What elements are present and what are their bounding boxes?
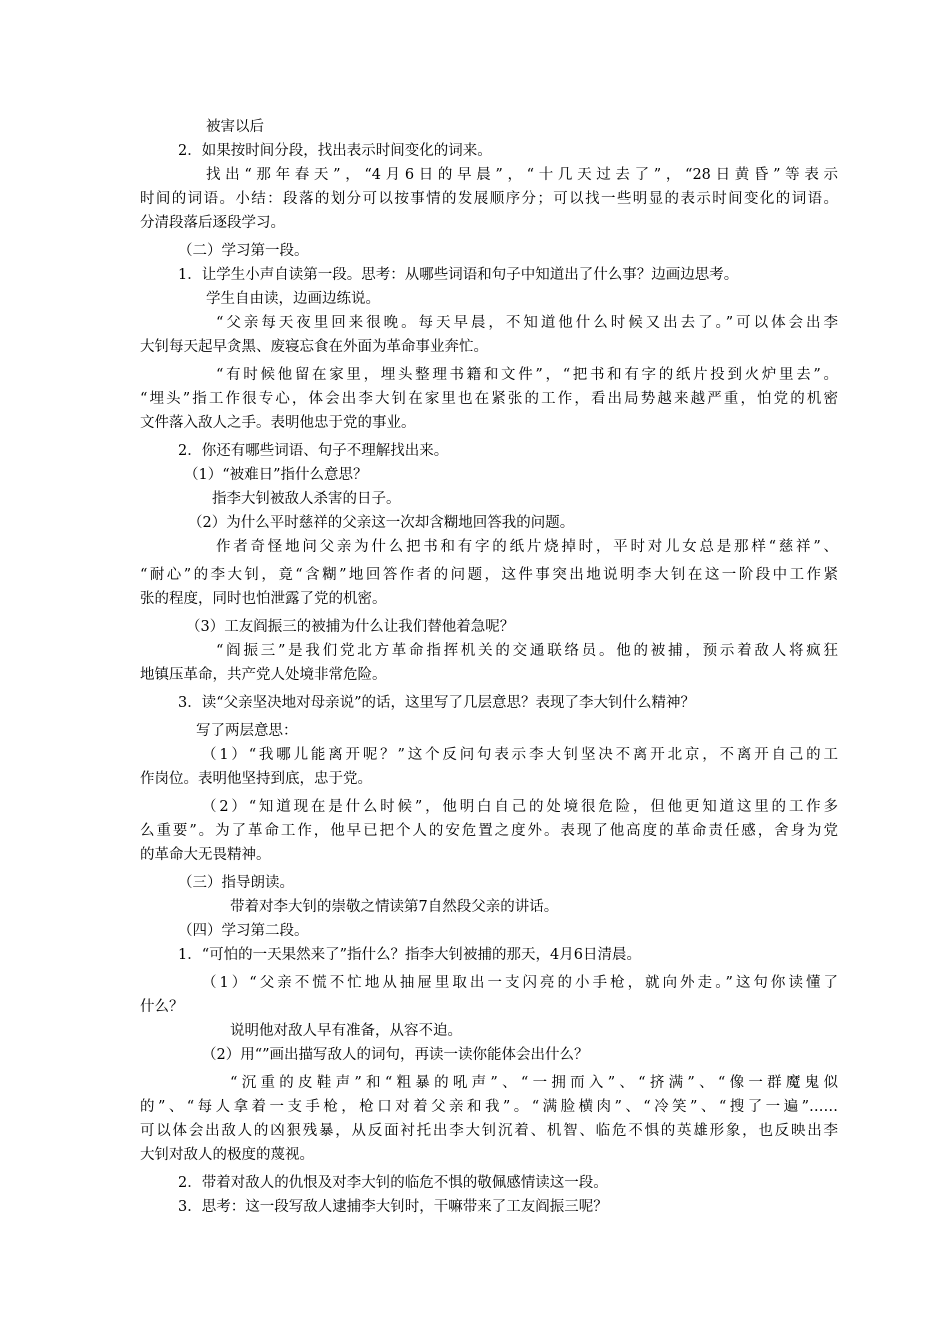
text-line: 大钊对敌人的极度的蔑视。 [140, 1147, 314, 1163]
text-line: 时间的词语。小结：段落的划分可以按事情的发展顺序分；可以找一些明显的表示时间变化的词语。 [140, 191, 838, 207]
text-line: 说明他对敌人早有准备，从容不迫。 [230, 1023, 462, 1039]
text-line: （三）指导朗读。 [178, 875, 294, 891]
text-line: 么重要”。为了革命工作，他早已把个人的安危置之度外。表现了他高度的革命责任感，舍身为党 [140, 823, 838, 839]
text-line: （1）“我哪儿能离开呢？”这个反问句表示李大钊坚决不离开北京，不离开自己的工 [202, 747, 838, 763]
text-line: 3．读“父亲坚决地对母亲说”的话，这里写了几层意思？表现了李大钊什么精神？ [178, 695, 696, 711]
text-line: （四）学习第二段。 [178, 923, 309, 939]
text-line: 什么？ [140, 999, 184, 1015]
text-line: 2．你还有哪些词语、句子不理解找出来。 [178, 443, 449, 459]
text-line: 写了两层意思： [196, 723, 298, 739]
text-line: 3．思考：这一段写敌人逮捕李大钊时，干嘛带来了工友阎振三呢？ [178, 1199, 608, 1215]
text-line: 2．带着对敌人的仇恨及对李大钊的临危不惧的敬佩感情读这一段。 [178, 1175, 608, 1191]
text-line: （3）工友阎振三的被捕为什么让我们替他着急呢？ [186, 619, 515, 635]
text-line: 2．如果按时间分段，找出表示时间变化的词来。 [178, 143, 492, 159]
text-line: 作者奇怪地问父亲为什么把书和有字的纸片烧掉时，平时对儿女总是那样“慈祥”、 [216, 539, 838, 555]
text-line: 张的程度，同时也怕泄露了党的机密。 [140, 591, 387, 607]
text-line: 指李大钊被敌人杀害的日子。 [212, 491, 401, 507]
text-line: 被害以后 [206, 119, 264, 135]
text-line: “沉重的皮鞋声”和“粗暴的吼声”、“一拥而入”、“挤满”、“像一群魔鬼似 [230, 1075, 838, 1091]
text-line: （2）“知道现在是什么时候”，他明白自己的处境很危险，但他更知道这里的工作多 [202, 799, 838, 815]
text-line: 找出“那年春天”，“4月6日的早晨”，“十几天过去了”，“28日黄昏”等表示 [206, 167, 838, 183]
text-line: （2）为什么平时慈祥的父亲这一次却含糊地回答我的问题。 [188, 515, 575, 531]
text-line: 文件落入敌人之手。表明他忠于党的事业。 [140, 415, 416, 431]
text-line: “埋头”指工作很专心，体会出李大钊在家里也在紧张的工作，看出局势越来越严重，怕党的机密 [140, 391, 838, 407]
text-line: 1．让学生小声自读第一段。思考：从哪些词语和句子中知道出了什么事？边画边思考。 [178, 267, 739, 283]
text-line: 1．“可怕的一天果然来了”指什么？指李大钊被捕的那天，4月6日清晨。 [178, 947, 641, 963]
text-line: 大钊每天起早贪黑、废寝忘食在外面为革命事业奔忙。 [140, 339, 488, 355]
text-line: 分清段落后逐段学习。 [140, 215, 285, 231]
text-line: 地镇压革命，共产党人处境非常危险。 [140, 667, 387, 683]
text-line: 作岗位。表明他坚持到底，忠于党。 [140, 771, 372, 787]
text-line: “有时候他留在家里，埋头整理书籍和文件”，“把书和有字的纸片投到火炉里去”。 [216, 367, 838, 383]
text-line: （2）用“”画出描写敌人的词句，再读一读你能体会出什么？ [202, 1047, 589, 1063]
text-line: （1）“被难日”指什么意思？ [184, 467, 368, 483]
text-line: （1）“父亲不慌不忙地从抽屉里取出一支闪亮的小手枪，就向外走。”这句你读懂了 [202, 975, 838, 991]
text-line: 带着对李大钊的崇敬之情读第7自然段父亲的讲话。 [230, 899, 559, 915]
text-line: 学生自由读，边画边练说。 [206, 291, 380, 307]
text-line: 可以体会出敌人的凶狠残暴，从反面衬托出李大钊沉着、机智、临危不惧的英雄形象，也反映出李 [140, 1123, 838, 1139]
text-line: “阎振三”是我们党北方革命指挥机关的交通联络员。他的被捕，预示着敌人将疯狂 [216, 643, 838, 659]
text-line: （二）学习第一段。 [178, 243, 309, 259]
text-line: 的”、“每人拿着一支手枪，枪口对着父亲和我”。“满脸横肉”、“冷笑”、“搜了一遍”…… [140, 1099, 838, 1115]
text-line: “耐心”的李大钊，竟“含糊”地回答作者的问题，这件事突出地说明李大钊在这一阶段中工作紧 [140, 567, 838, 583]
text-line: 的革命大无畏精神。 [140, 847, 271, 863]
text-line: “父亲每天夜里回来很晚。每天早晨，不知道他什么时候又出去了。”可以体会出李 [216, 315, 838, 331]
